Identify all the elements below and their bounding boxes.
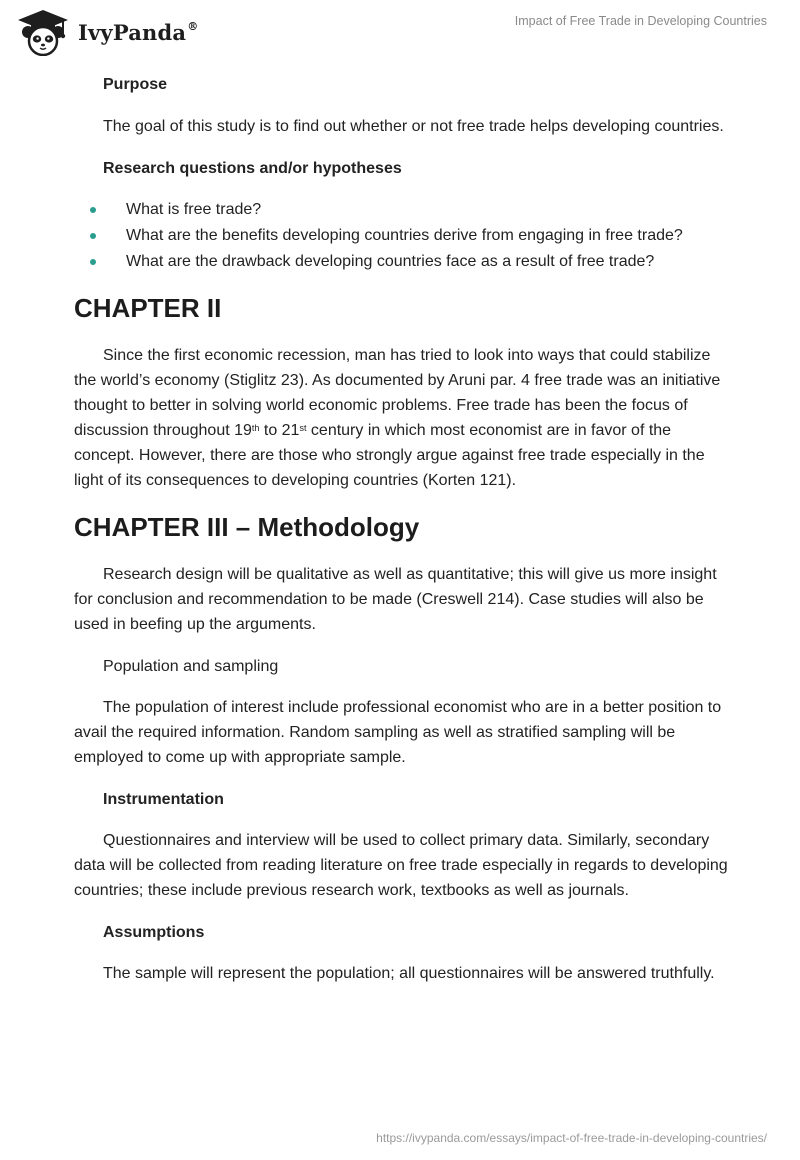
- site-header: [0, 0, 800, 62]
- brand-logo[interactable]: [14, 8, 198, 56]
- population-heading: Population and sampling: [103, 658, 279, 675]
- list-item: What are the benefits developing countries derive from engaging in free trade?: [74, 223, 729, 249]
- assumptions-paragraph: The sample will represent the population; all questionnaires will be answered truthfully.: [103, 965, 715, 982]
- purpose-paragraph: The goal of this study is to find out whether or not free trade helps developing countries.: [103, 118, 724, 135]
- instrumentation-paragraph: Questionnaires and interview will be used to collect primary data. Similarly, secondary data will be collected from reading literature on free trade especially in regards to developing countries; these include previous research work, textbooks as well as journals.: [74, 832, 728, 899]
- chapter-iii-heading: CHAPTER III – Methodology: [74, 512, 420, 542]
- assumptions-heading: Assumptions: [103, 924, 205, 941]
- list-item: What are the drawback developing countries face as a result of free trade?: [74, 249, 729, 275]
- document-title: Impact of Free Trade in Developing Countries: [514, 14, 767, 28]
- brand-name: IvyPanda®: [78, 19, 199, 45]
- research-questions-list: [74, 197, 729, 275]
- methodology-paragraph: Research design will be qualitative as well as quantitative; this will give us more insight for conclusion and recommendation to be made (Creswell 214). Case studies will also be used in beefing up the arguments.: [74, 566, 717, 633]
- essay-body: [74, 70, 729, 986]
- chapter-ii-heading: CHAPTER II: [74, 293, 222, 323]
- research-questions-heading: Research questions and/or hypotheses: [103, 160, 402, 177]
- list-item: What is free trade?: [74, 197, 729, 223]
- source-url[interactable]: https://ivypanda.com/essays/impact-of-free-trade-in-developing-countries/: [376, 1131, 767, 1145]
- instrumentation-heading: Instrumentation: [103, 791, 224, 808]
- registered-mark: ®: [187, 19, 199, 33]
- purpose-heading: Purpose: [103, 76, 168, 93]
- chapter-ii-paragraph: Since the first economic recession, man has tried to look into ways that could stabilize the world’s economy (Stiglitz 23). As documented by Aruni par. 4 free trade was an initiative thought to better in solving world economic problems. Free trade has been the focus of discussion throughout 19th to 21st century in which most economist are in favor of the concept. However, there are those who strongly argue against free trade especially in the light of its consequences to developing countries (Korten 121).: [74, 347, 721, 489]
- population-paragraph: The population of interest include professional economist who are in a better position to avail the required information. Random sampling as well as stratified sampling will be employed to come up with appropriate sample.: [74, 699, 722, 766]
- panda-graduate-icon: [14, 8, 72, 56]
